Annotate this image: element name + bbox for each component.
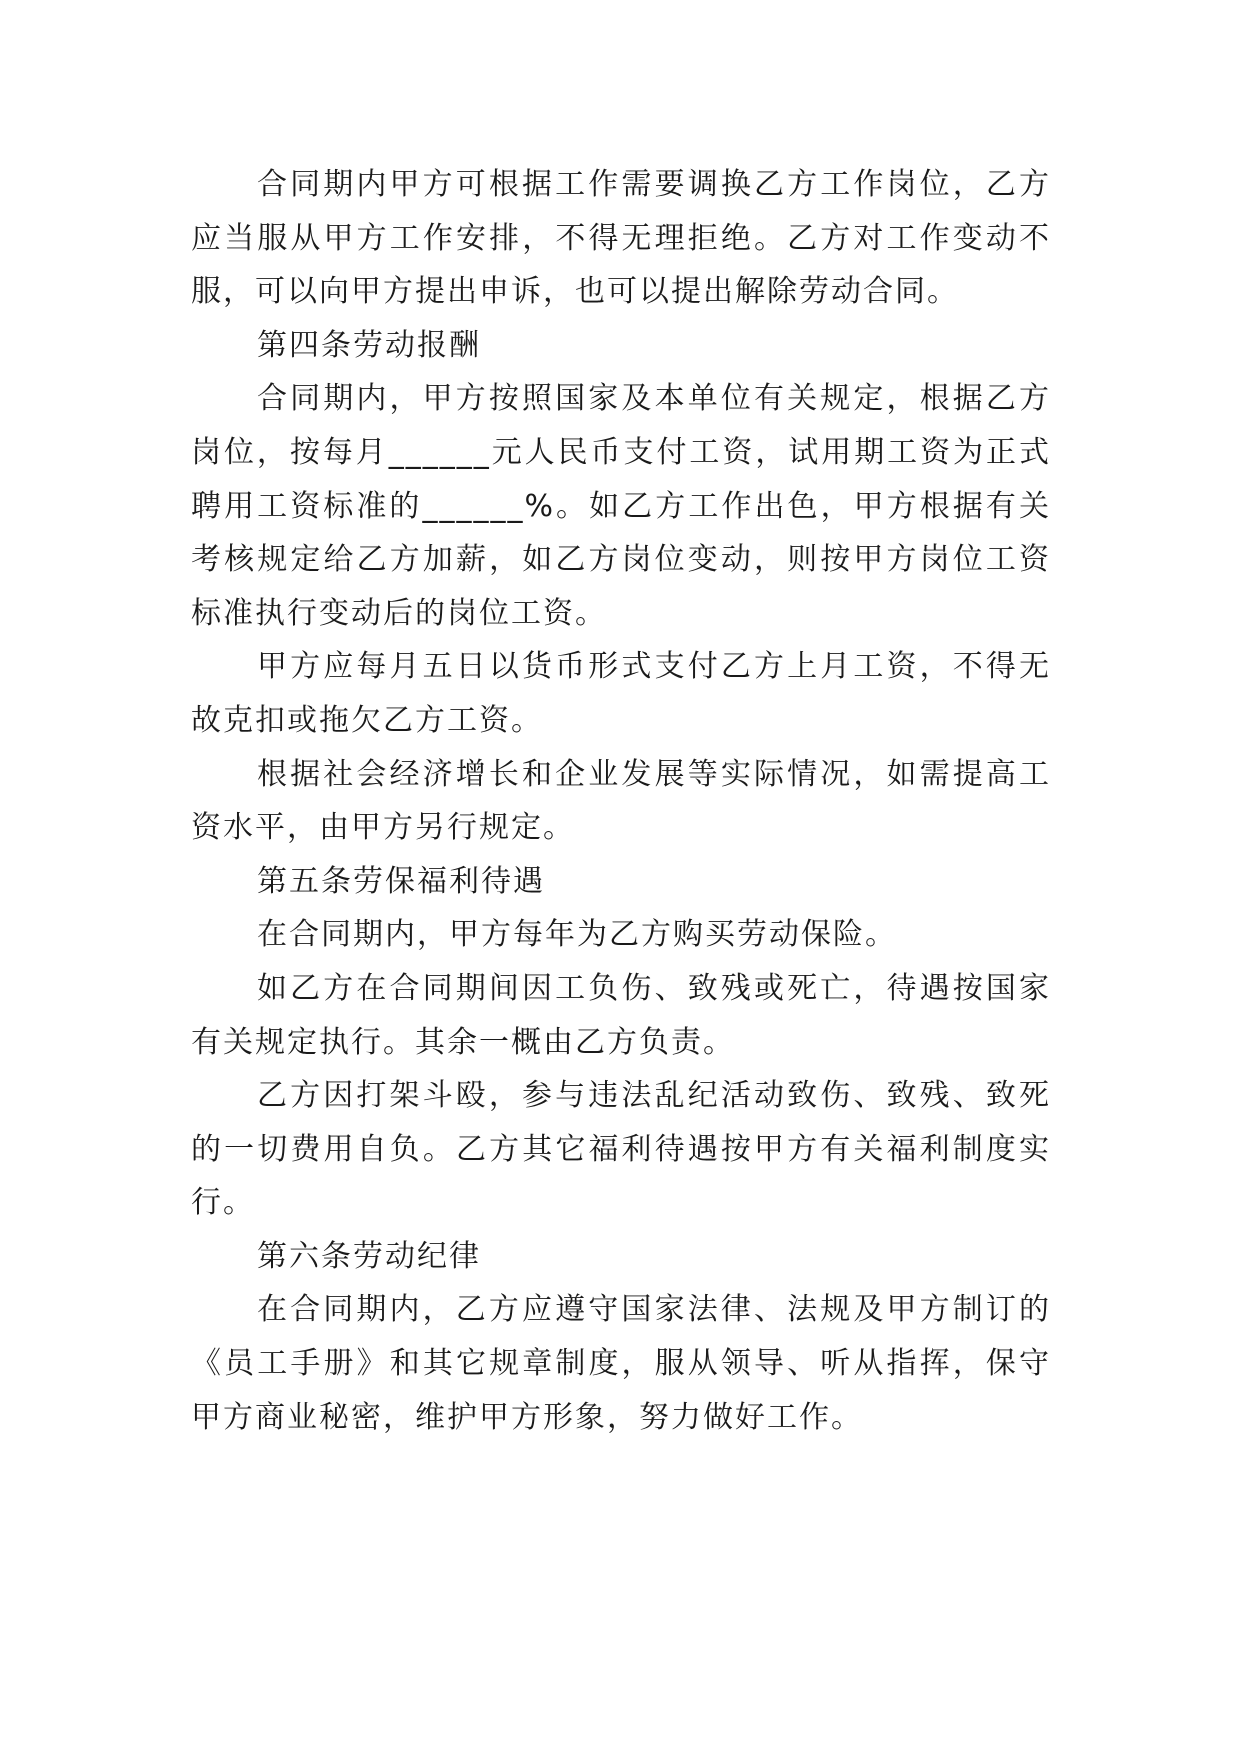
heading-article-5-benefits: 第五条劳保福利待遇: [257, 863, 545, 899]
heading-article-6-discipline: 第六条劳动纪律: [257, 1238, 481, 1274]
paragraph-job-transfer: 合同期内甲方可根据工作需要调换乙方工作岗位，乙方应当服从甲方工作安排，不得无理拒绝。乙方对工作变动不服，可以向甲方提出申诉，也可以提出解除劳动合同。: [191, 167, 1051, 310]
paragraph-insurance: 在合同期内，甲方每年为乙方购买劳动保险。: [257, 917, 897, 953]
document-body: [191, 158, 1051, 1444]
paragraph-self-borne-costs: 乙方因打架斗殴，参与违法乱纪活动致伤、致残、致死的一切费用自负。乙方其它福利待遇按甲方有关福利制度实行。: [191, 1078, 1051, 1221]
paragraph-salary: 合同期内，甲方按照国家及本单位有关规定，根据乙方岗位，按每月______元人民币支付工资，试用期工资为正式聘用工资标准的______%。如乙方工作出色，甲方根据有关考核规定给乙方加薪，如乙方岗位变动，则按甲方岗位工资标准执行变动后的岗位工资。: [191, 381, 1051, 631]
paragraph-discipline-rules: 在合同期内，乙方应遵守国家法律、法规及甲方制订的《员工手册》和其它规章制度，服从领导、听从指挥，保守甲方商业秘密，维护甲方形象，努力做好工作。: [191, 1292, 1051, 1435]
paragraph-salary-adjustment: 根据社会经济增长和企业发展等实际情况，如需提高工资水平，由甲方另行规定。: [191, 756, 1051, 846]
paragraph-payday: 甲方应每月五日以货币形式支付乙方上月工资，不得无故克扣或拖欠乙方工资。: [191, 649, 1051, 738]
heading-article-4-remuneration: 第四条劳动报酬: [257, 327, 481, 363]
paragraph-work-injury: 如乙方在合同期间因工负伤、致残或死亡，待遇按国家有关规定执行。其余一概由乙方负责。: [191, 970, 1051, 1060]
